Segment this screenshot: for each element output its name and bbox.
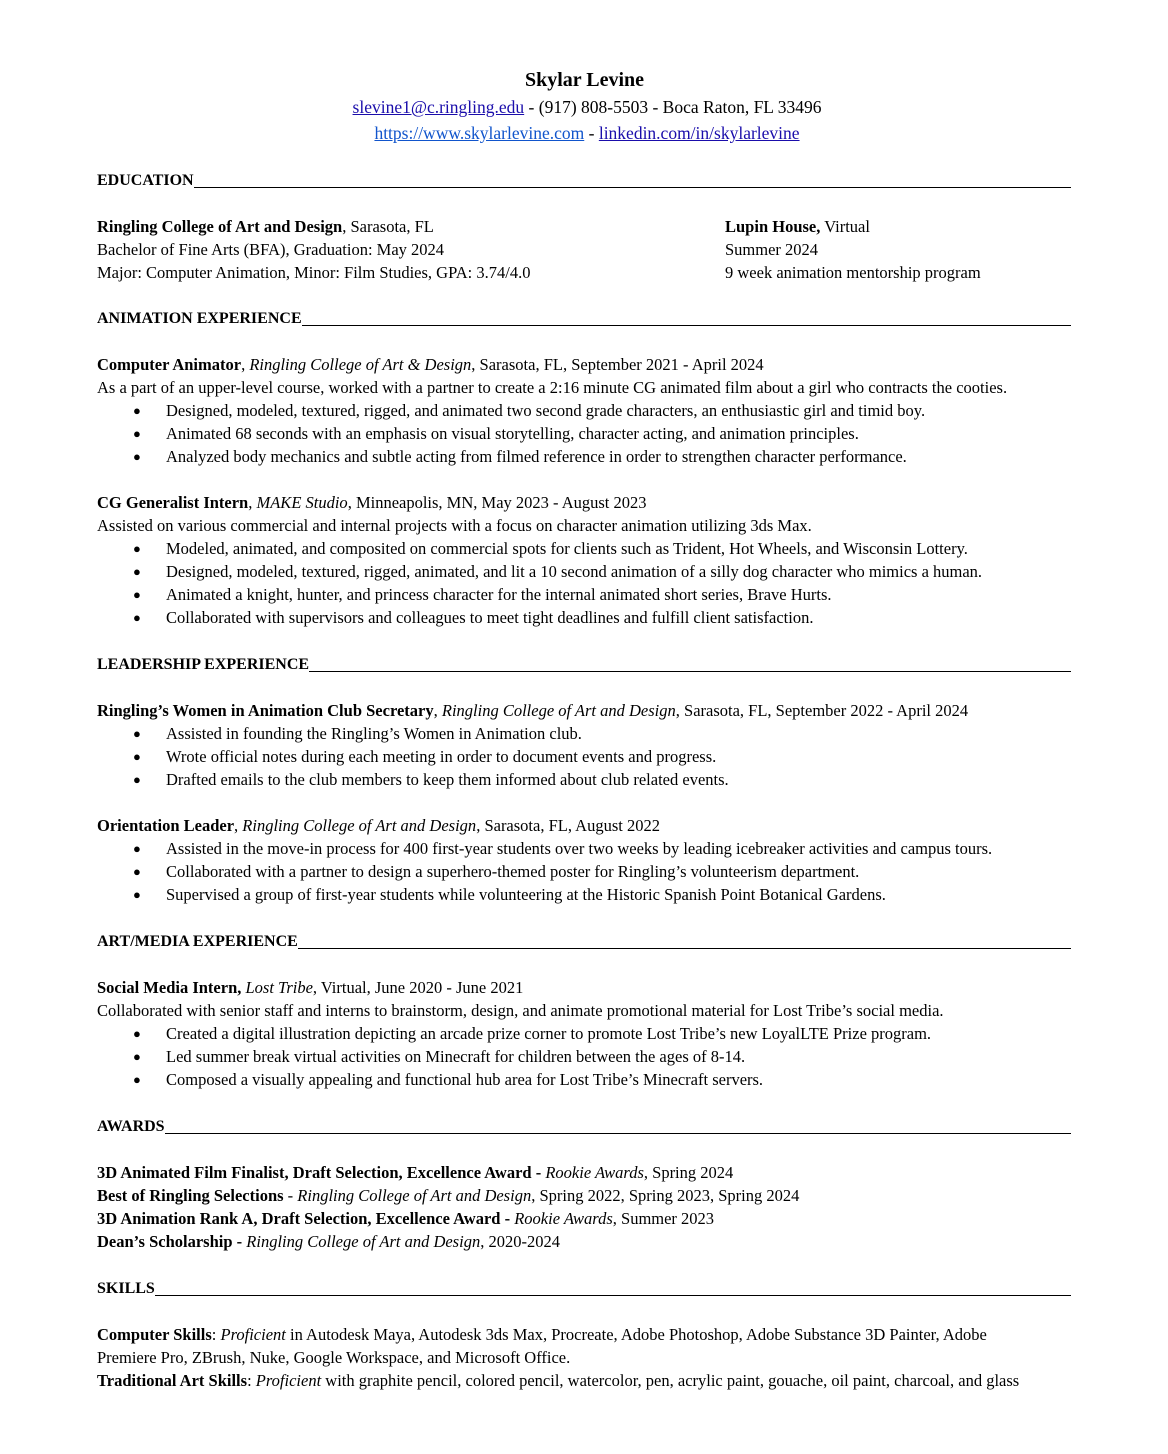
list-item: ● Assisted in the move-in process for 400 first-year students over two weeks by leading icebreaker activities and campus tours. bbox=[97, 837, 1071, 860]
job-entry: Computer Animator, Ringling College of Art & Design, Sarasota, FL, September 2021 - April 2024 As a part of an upper-level course, worked with a partner to create a 2:16 minute CG animated film about a girl who contracts the cooties. ● Designed, modeled, textured, rigged, and animated two second grade characters, an enthusiastic girl and timid boy. ● Animated 68 seconds with an emphasis on visual storytelling, character acting, and animation principles. ● Analyzed body mechanics and subtle acting from filmed reference in order to strengthen character performance. bbox=[97, 353, 1071, 468]
links-line bbox=[97, 120, 1077, 146]
section-heading: AWARDS bbox=[97, 1115, 1071, 1138]
heading-rule bbox=[194, 186, 1071, 188]
award-item: Best of Ringling Selections - Ringling College of Art and Design, Spring 2022, Spring 2023, Spring 2024 bbox=[97, 1186, 800, 1205]
education-primary: Ringling College of Art and Design, Sarasota, FL Bachelor of Fine Arts (BFA), Graduation: May 2024 Major: Computer Animation, Minor: Film Studies, GPA: 3.74/4.0 bbox=[97, 217, 531, 282]
job-entry: Social Media Intern, Lost Tribe, Virtual, June 2020 - June 2021 Collaborated with senior staff and interns to brainstorm, design, and animate promotional material for Lost Tribe’s social media. ● Created a digital illustration depicting an arcade prize corner to promote Lost Tribe’s new LoyalLTE Prize program. ● Led summer break virtual activities on Minecraft for children between the ages of 8-14. ● Composed a visually appealing and functional hub area for Lost Tribe’s Minecraft servers. bbox=[97, 976, 1071, 1091]
link-separator: - bbox=[584, 123, 599, 143]
school-name: Ringling College of Art and Design bbox=[97, 217, 343, 236]
list-item: ● Composed a visually appealing and functional hub area for Lost Tribe’s Minecraft servers. bbox=[97, 1068, 1071, 1091]
list-item: ● Created a digital illustration depicting an arcade prize corner to promote Lost Tribe’s new LoyalLTE Prize program. bbox=[97, 1022, 1071, 1045]
traditional-skills: Traditional Art Skills: Proficient with graphite pencil, colored pencil, watercolor, pen, acrylic paint, gouache, oil paint, charcoal, and glass bbox=[97, 1371, 1020, 1390]
section-heading: ART/MEDIA EXPERIENCE bbox=[97, 930, 1071, 953]
list-item: ● Animated a knight, hunter, and princess character for the internal animated short series, Brave Hurts. bbox=[97, 583, 1071, 606]
email-link[interactable]: slevine1@c.ringling.edu bbox=[352, 97, 525, 117]
heading-rule bbox=[298, 947, 1071, 949]
bullet-list bbox=[97, 837, 1071, 906]
awards-section bbox=[97, 1115, 1071, 1253]
bullet-list bbox=[97, 537, 1071, 629]
website-link[interactable]: https://www.skylarlevine.com bbox=[374, 123, 585, 143]
heading-rule bbox=[302, 324, 1071, 326]
awards-list bbox=[97, 1161, 1071, 1253]
list-item: ● Collaborated with supervisors and colleagues to meet tight deadlines and fulfill client satisfaction. bbox=[97, 606, 1071, 629]
award-item: 3D Animation Rank A, Draft Selection, Excellence Award - Rookie Awards, Summer 2023 bbox=[97, 1209, 715, 1228]
section-heading: SKILLS bbox=[97, 1277, 1071, 1300]
section-heading: EDUCATION bbox=[97, 169, 1071, 192]
contact-line bbox=[97, 94, 1077, 120]
list-item: ● Modeled, animated, and composited on commercial spots for clients such as Trident, Hot Wheels, and Wisconsin Lottery. bbox=[97, 537, 1071, 560]
computer-skills: Computer Skills: Proficient in Autodesk Maya, Autodesk 3ds Max, Procreate, Adobe Photoshop, Adobe Substance 3D Painter, Adobe bbox=[97, 1325, 987, 1344]
program-date: Summer 2024 bbox=[725, 240, 819, 259]
education-section bbox=[97, 169, 1071, 284]
heading-rule bbox=[165, 1132, 1071, 1134]
resume-header bbox=[97, 66, 1077, 146]
job-entry: Ringling’s Women in Animation Club Secretary, Ringling College of Art and Design, Sarasota, FL, September 2022 - April 2024 ● Assisted in founding the Ringling’s Women in Animation club. ● Wrote official notes during each meeting in order to document events and progress. ● Drafted emails to the club members to keep them informed about club related events. bbox=[97, 699, 1071, 791]
artmedia-section bbox=[97, 930, 1071, 1091]
linkedin-link[interactable]: linkedin.com/in/skylarlevine bbox=[598, 123, 800, 143]
list-item: ● Drafted emails to the club members to keep them informed about club related events. bbox=[97, 768, 1071, 791]
list-item: ● Supervised a group of first-year students while volunteering at the Historic Spanish Point Botanical Gardens. bbox=[97, 883, 1071, 906]
job-summary: As a part of an upper-level course, worked with a partner to create a 2:16 minute CG animated film about a girl who contracts the cooties. bbox=[97, 378, 1008, 397]
list-item: ● Led summer break virtual activities on Minecraft for children between the ages of 8-14. bbox=[97, 1045, 1071, 1068]
list-item: ● Designed, modeled, textured, rigged, animated, and lit a 10 second animation of a silly dog character who mimics a human. bbox=[97, 560, 1071, 583]
bullet-list bbox=[97, 1022, 1071, 1091]
degree: Bachelor of Fine Arts (BFA), Graduation: May 2024 bbox=[97, 240, 445, 259]
skills-section bbox=[97, 1277, 1071, 1392]
education-secondary: Lupin House, Virtual Summer 2024 9 week animation mentorship program bbox=[725, 217, 981, 282]
program-desc: 9 week animation mentorship program bbox=[725, 263, 981, 282]
heading-rule bbox=[155, 1294, 1071, 1296]
award-item: Dean’s Scholarship - Ringling College of Art and Design, 2020-2024 bbox=[97, 1232, 560, 1251]
list-item: ● Assisted in founding the Ringling’s Women in Animation club. bbox=[97, 722, 1071, 745]
list-item: ● Wrote official notes during each meeting in order to document events and progress. bbox=[97, 745, 1071, 768]
list-item: ● Animated 68 seconds with an emphasis on visual storytelling, character acting, and animation principles. bbox=[97, 422, 1071, 445]
candidate-name: Skylar Levine bbox=[524, 69, 645, 91]
list-item: ● Designed, modeled, textured, rigged, and animated two second grade characters, an enthusiastic girl and timid boy. bbox=[97, 399, 1071, 422]
job-entry: Orientation Leader, Ringling College of Art and Design, Sarasota, FL, August 2022 ● Assisted in the move-in process for 400 first-year students over two weeks by leading icebreaker activities and campus tours. ● Collaborated with a partner to design a superhero-themed poster for Ringling’s volunteerism department. ● Supervised a group of first-year students while volunteering at the Historic Spanish Point Botanical Gardens. bbox=[97, 814, 1071, 906]
list-item: ● Analyzed body mechanics and subtle acting from filmed reference in order to strengthen character performance. bbox=[97, 445, 1071, 468]
job-entry: CG Generalist Intern, MAKE Studio, Minneapolis, MN, May 2023 - August 2023 Assisted on various commercial and internal projects with a focus on character animation utilizing 3ds Max. ● Modeled, animated, and composited on commercial spots for clients such as Trident, Hot Wheels, and Wisconsin Lottery. ● Designed, modeled, textured, rigged, animated, and lit a 10 second animation of a silly dog character who mimics a human. ● Animated a knight, hunter, and princess character for the internal animated short series, Brave Hurts. ● Collaborated with supervisors and colleagues to meet tight deadlines and fulfill client satisfaction. bbox=[97, 491, 1071, 629]
bullet-list bbox=[97, 399, 1071, 468]
computer-skills-cont: Premiere Pro, ZBrush, Nuke, Google Workspace, and Microsoft Office. bbox=[97, 1348, 571, 1367]
section-heading: LEADERSHIP EXPERIENCE bbox=[97, 653, 1071, 676]
animation-section bbox=[97, 307, 1071, 629]
job-summary: Collaborated with senior staff and interns to brainstorm, design, and animate promotional material for Lost Tribe’s social media. bbox=[97, 1001, 944, 1020]
section-heading: ANIMATION EXPERIENCE bbox=[97, 307, 1071, 330]
heading-rule bbox=[309, 670, 1071, 672]
bullet-list bbox=[97, 722, 1071, 791]
phone-location: - (917) 808-5503 - Boca Raton, FL 33496 bbox=[524, 97, 822, 117]
leadership-section bbox=[97, 653, 1071, 906]
skills-list bbox=[97, 1323, 1071, 1392]
list-item: ● Collaborated with a partner to design a superhero-themed poster for Ringling’s volunteerism department. bbox=[97, 860, 1071, 883]
program-name: Lupin House, bbox=[725, 217, 821, 236]
major: Major: Computer Animation, Minor: Film Studies, GPA: 3.74/4.0 bbox=[97, 263, 531, 282]
award-item: 3D Animated Film Finalist, Draft Selection, Excellence Award - Rookie Awards, Spring 2024 bbox=[97, 1163, 734, 1182]
job-summary: Assisted on various commercial and internal projects with a focus on character animation utilizing 3ds Max. bbox=[97, 516, 812, 535]
